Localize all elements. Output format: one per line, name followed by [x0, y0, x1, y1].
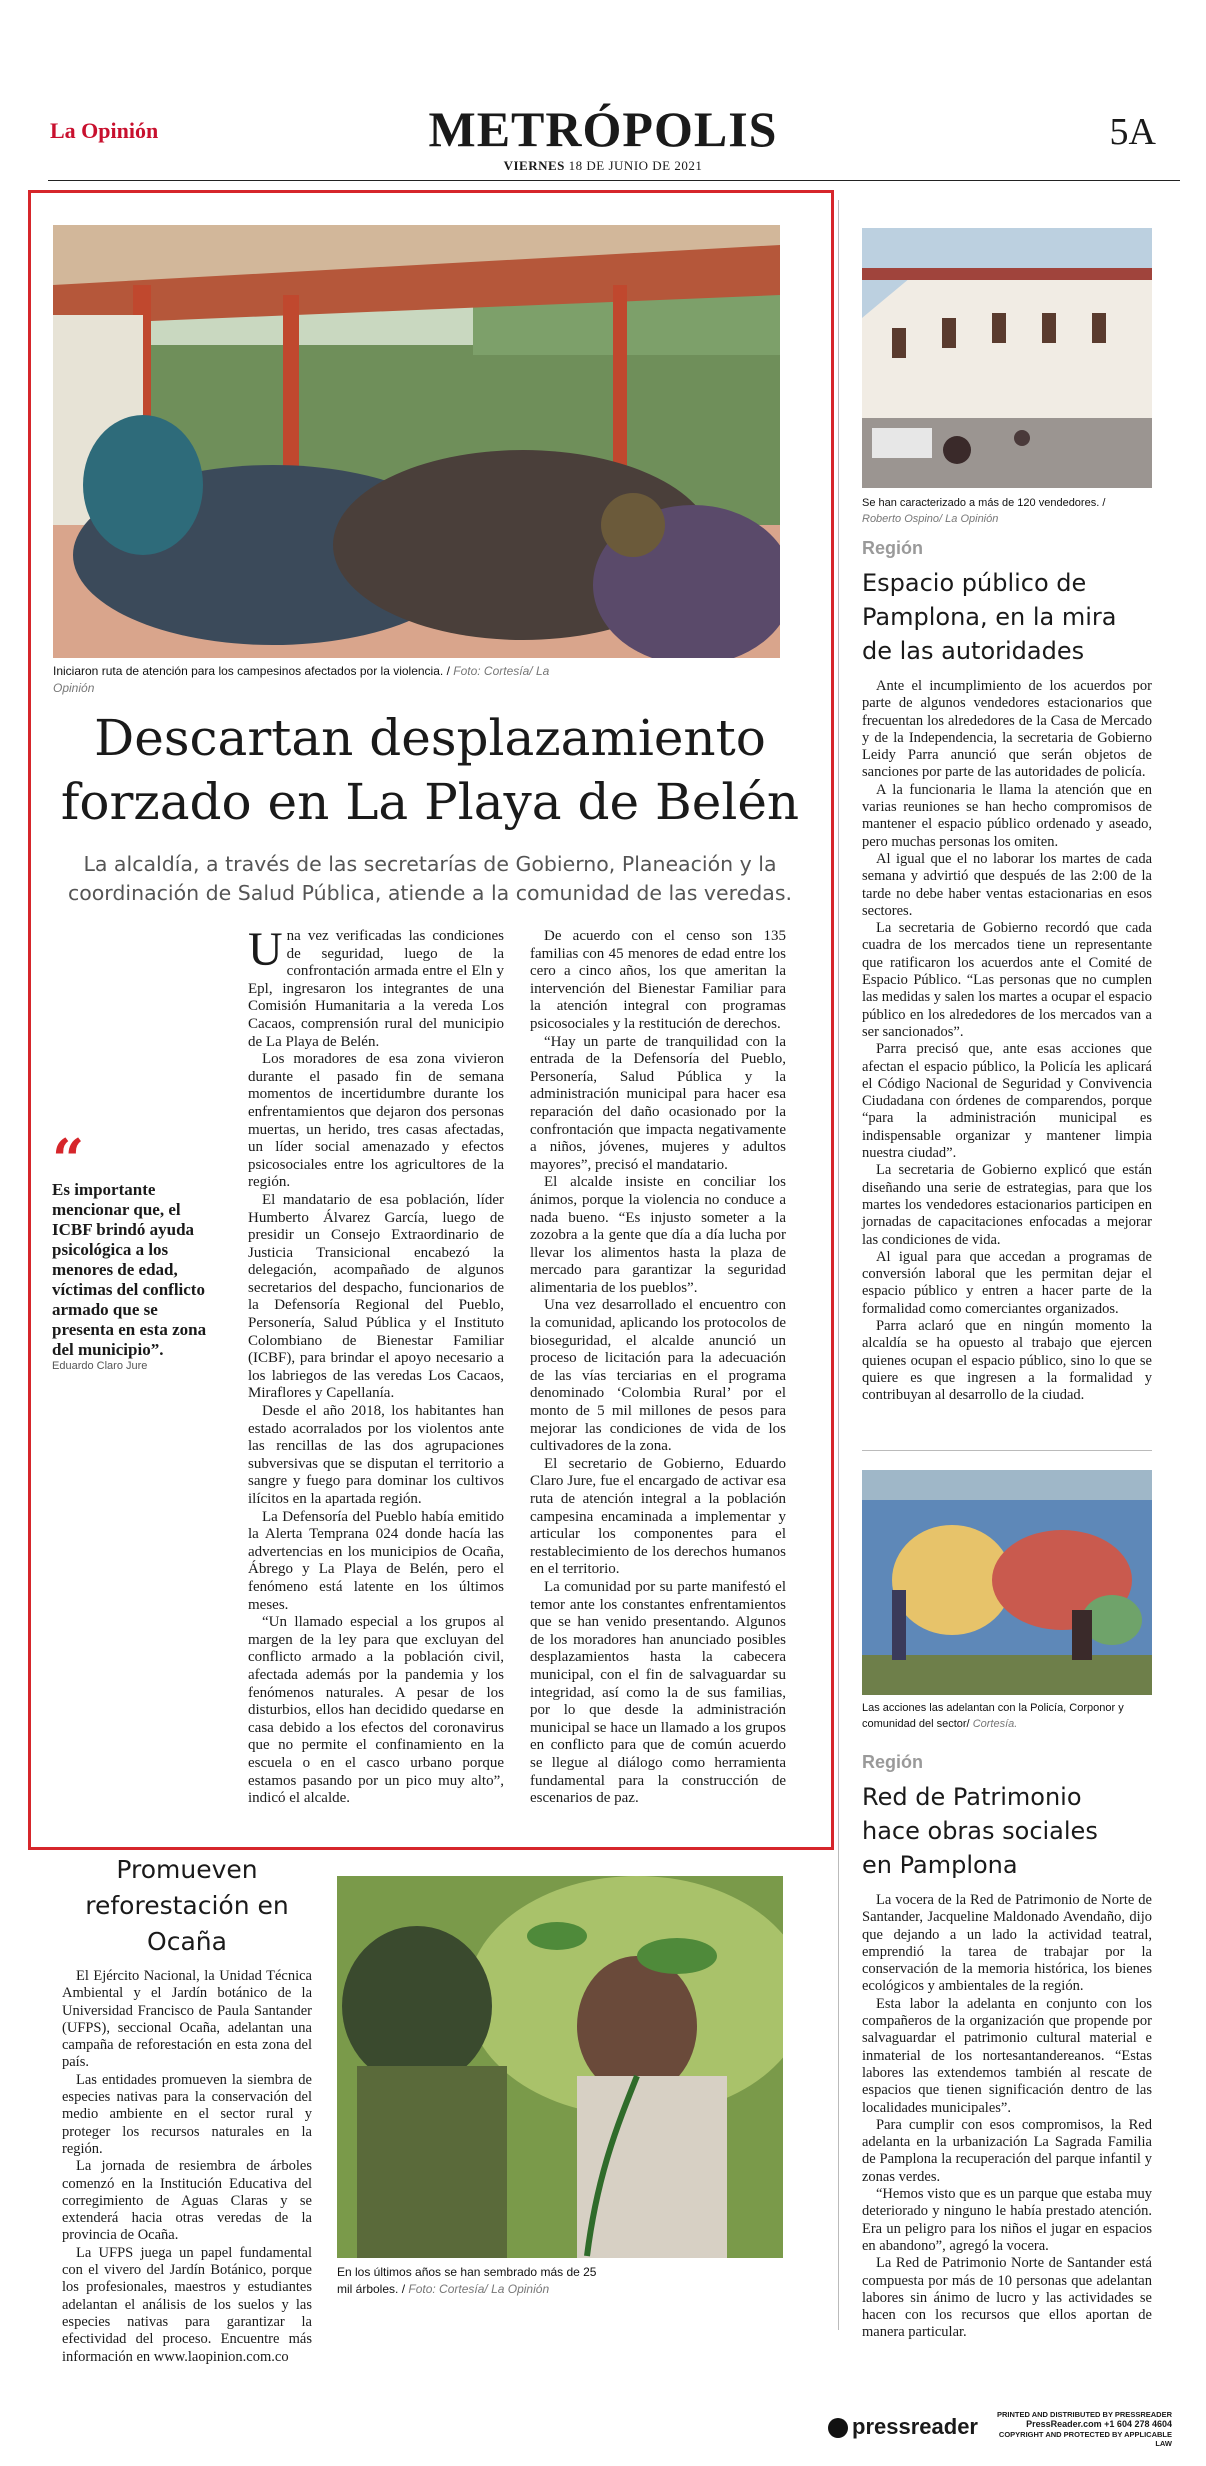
issue-date [0, 158, 1206, 174]
bottom-caption: En los últimos años se han sembrado más de 25 mil árboles. / Foto: Cortesía/ La Opinión [337, 2265, 597, 2296]
paragraph: Una vez verificadas las condiciones de seguridad, luego de la confrontación armada entre el Eln y Epl, ingresaron los integrantes de una Comisión Humanitaria a la vereda Los Cacaos, comprensión rural del municipio de La Playa de Belén. [248, 923, 504, 1050]
date-day: VIERNES [503, 158, 565, 173]
paragraph: De acuerdo con el censo son 135 familias con 45 menores de edad entre los cero a cinco años, los que ameritan la intervención del Bienestar Familiar para la atención integral con programas psicosociales y la restitución de derechos. [530, 928, 786, 1032]
side2-photo [862, 1470, 1152, 1695]
main-photo-caption [53, 663, 553, 697]
paragraph: La comunidad por su parte manifestó el temor ante los constantes enfrentamientos que se han venido presentando. Algunos de los moradores han anunciado posibles desplazamientos hasta la cabecera municipal, con el fin de salvaguardar su integridad, así como la de sus familias, por lo que desde la administración municipal se hace un llamado a los grupos en conflicto para que de común acuerdo se llegue al diálogo como herramienta fundamental para la construcción de escenarios de paz. [530, 1578, 786, 1807]
paragraph: Las entidades promueven la siembra de especies nativas para la conservación del medio ambiente en el sector rural y proteger los recursos naturales en la región. [62, 2071, 312, 2157]
meeting-photo-illustration [53, 225, 780, 658]
paragraph: El mandatario de esa población, líder Humberto Álvarez García, luego de presidir un Consejo Extraordinario de Justicia Transicional encabezó la delegación, acompañado de algunos secretarios del despacho, funcionarios de la Defensoría Regional del Pueblo, Personería, Salud Pública y el Instituto Colombiano de Bienestar Familiar (ICBF), para brindar el apoyo necesario a los labriegos de las veredas Los Cacaos, Miraflores y Capellanía. [248, 1191, 504, 1402]
side2-kicker: Región [862, 1752, 923, 1772]
paragraph: Los moradores de esa zona vivieron durante el pasado fin de semana momentos de incertidumbre durante los enfrentamientos que dejaron dos personas muertas, un herido, tres casas afectadas, un líder social amenazado y efectos psicosociales entre los agricultores de la región. [248, 1051, 504, 1191]
paragraph: Al igual que el no laborar los martes de cada semana y advirtió que después de las 2:00 de la tarde no debe haber ventas estacionarias en esos sectores. [862, 850, 1152, 919]
paragraph: El secretario de Gobierno, Eduardo Claro Jure, fue el encargado de activar esa ruta de atención integral a la población campesina encaminada a implementar y articular los componentes para el restablecimiento de los derechos humanos en el territorio. [530, 1455, 786, 1578]
side1-photo [862, 228, 1152, 488]
caption-text: Iniciaron ruta de atención para los campesinos afectados por la violencia. / [53, 664, 450, 678]
masthead-rule [48, 180, 1180, 181]
paragraph: El Ejército Nacional, la Unidad Técnica Ambiental y el Jardín botánico de la Universidad Francisco de Paula Santander (UFPS), seccional Ocaña, adelantan una campaña de reforestación en esta zona del país. [62, 1968, 312, 2071]
side2-body [862, 1892, 1152, 2342]
main-column-2 [530, 928, 786, 1808]
date-rest: 18 DE JUNIO DE 2021 [568, 158, 703, 173]
page-number: 5A [1109, 111, 1156, 153]
mural-photo-illustration [862, 1470, 1152, 1695]
pressreader-logo: pressreader [828, 2414, 978, 2440]
paragraph: La secretaria de Gobierno explicó que están diseñando una serie de estrategias, para que los martes los vendedores estacionarios participen en jornadas de capacitaciones enfocadas a mejorar las condiciones de vida. [862, 1162, 1152, 1248]
pressreader-notice: PRINTED AND DISTRIBUTED BY PRESSREADER PressReader.com +1 604 278 4604 COPYRIGHT AND PROTECTED BY APPLICABLE LAW [996, 2410, 1172, 2448]
side1-kicker: Región [862, 538, 923, 558]
paragraph: Al igual para que accedan a programas de conversión laboral que les permitan dejar el espacio público y entren a hacer parte de la formalidad como comerciantes organizados. [862, 1248, 1152, 1317]
photo-credit: Foto: Cortesía/ La Opinión [408, 2282, 550, 2296]
paragraph: La vocera de la Red de Patrimonio de Norte de Santander, Jacqueline Maldonado Avendaño, dijo que dejando a un lado la actividad teatral, emprendió la tarea de trabajar por la conservación de la memoria histórica, los bienes ecológicos y ambientales de la región. [862, 1892, 1152, 1995]
side-divider [862, 1450, 1152, 1451]
main-column-1 [248, 923, 504, 1808]
newspaper-logo: La Opinión [50, 118, 159, 143]
paragraph: La secretaria de Gobierno recordó que cada cuadra de los mercados tiene un representante que ratificaron los acuerdos ante el Comité de Espacio Público. “Las personas que no cumplen las medidas y salen los martes a ocupar el espacio público en los alrededores de los mercados van a ser sancionados”. [862, 920, 1152, 1040]
photo-credit: Roberto Ospino/ La Opinión [862, 513, 999, 525]
planting-photo-illustration [337, 1876, 783, 2258]
section-title: METRÓPOLIS [428, 101, 778, 157]
building-photo-illustration [862, 228, 1152, 488]
side1-caption: Se han caracterizado a más de 120 vendedores. / Roberto Ospino/ La Opinión [862, 497, 1106, 525]
bottom-body [62, 1968, 312, 2366]
paragraph: Ante el incumplimiento de los acuerdos por parte de algunos vendedores estacionarios que frecuentan los alrededores de la Casa de Mercado y de la Independencia, la secretaria de Gobierno Leidy Parra anunció que serán objetos de sanciones por parte de las autoridades de policía. [862, 678, 1152, 781]
bottom-headline: Promueven reforestación en Ocaña [85, 1855, 289, 1956]
main-photo [53, 225, 780, 658]
main-headline: Descartan desplazamiento forzado en La Playa de Belén [60, 709, 800, 831]
paragraph: La jornada de resiembra de árboles comenzó en la Institución Educativa del corregimiento de Aguas Claras y se extenderá hacia otras veredas de la provincia de Ocaña. [62, 2158, 312, 2244]
paragraph: Parra aclaró que en ningún momento la alcaldía se ha opuesto al trabajo que ejercen quienes ocupan el espacio público, sino lo que se quiere es que ingresen a la formalidad y contribuyan al desarrollo de la ciudad. [862, 1317, 1152, 1404]
paragraph: La Defensoría del Pueblo había emitido la Alerta Temprana 024 donde hacía las advertencias en los municipios de Ocaña, Ábrego y La Playa de Belén, pero el fenómeno está latente en los últimos meses. [248, 1508, 504, 1613]
main-deck: La alcaldía, a través de las secretarías de Gobierno, Planeación y la coordinación de Salud Pública, atiende a la comunidad de las veredas. [67, 852, 793, 905]
bottom-photo [337, 1876, 783, 2258]
drop-cap: U [248, 923, 283, 976]
paragraph: Desde el año 2018, los habitantes han estado acorralados por los violentos ante las rencillas de las dos agrupaciones subversivas que se disputan el territorio a sangre y fuego para dominar los cultivos ilícitos en la apartada región. [248, 1403, 504, 1507]
side1-body [862, 678, 1152, 1404]
paragraph: Parra precisó que, ante esas acciones que afectan el espacio público, la Policía les aplicará el Código Nacional de Seguridad y Convivencia Ciudadana con órdenes de comparendos, porque “para la administración municipal es indispensable organizar y mantener limpia nuestra ciudad”. [862, 1041, 1152, 1162]
quote-mark-icon: “ [52, 1127, 85, 1193]
pull-quote [52, 1127, 207, 1372]
side2-caption: Las acciones las adelantan con la Policía, Corponor y comunidad del sector/ Cortesía. [862, 1702, 1124, 1730]
paragraph: “Hay un parte de tranquilidad con la entrada de la Defensoría del Pueblo, Personería, Salud Pública y la administración municipal para hacer esa reparación del daño ocasionado por la confrontación que impacta negativamente a niños, jóvenes, mujeres y adultos mayores”, precisó el mandatario. [530, 1033, 786, 1173]
column-divider [838, 200, 839, 2330]
paragraph: El alcalde insiste en conciliar los ánimos, porque la violencia no conduce a nada bueno. “Es injusto someter a la zozobra a la gente que día a día lucha por llevar los alimentos hasta la plaza de mercado para garantizar la seguridad alimentaria de los pueblos”. [530, 1174, 786, 1296]
paragraph: Para cumplir con esos compromisos, la Red adelanta en la urbanización La Sagrada Familia de Pamplona la recuperación del parque infantil y zonas verdes. [862, 2116, 1152, 2185]
paragraph: A la funcionaria le llama la atención que en varias reuniones se han hecho compromisos de mantener el espacio público ordenado y aseado, pero muchas personas los omiten. [862, 781, 1152, 850]
pressreader-icon [828, 2418, 848, 2438]
paragraph: Una vez desarrollado el encuentro con la comunidad, aplicando los protocolos de bioseguridad, el alcalde anunció un proceso de licitación para la adecuación de las vías terciarias en el programa denominado ‘Colombia Rural’ por el monto de 5 mil millones de pesos para mejorar las condiciones de vida de los cultivadores de la zona. [530, 1297, 786, 1455]
paragraph: La Red de Patrimonio Norte de Santander está compuesta por más de 10 personas que adelantan labores sin ánimo de lucro y las actividades se hacen con los recursos que ellos aportan de manera particular. [862, 2255, 1152, 2341]
photo-credit: Cortesía. [972, 1718, 1018, 1730]
side1-headline: Espacio público de Pamplona, en la mira de las autoridades [862, 569, 1117, 665]
paragraph: “Un llamado especial a los grupos al margen de la ley para que excluyan del conflicto armado a la población civil, afectada además por la pandemia y los fenómenos naturales. A pesar de los disturbios, ellos han decidido quedarse en casa debido a los efectos del coronavirus que no permite el confinamiento en la escuela o en el casco urbano porque estamos pasando por un pico muy alto”, indicó el alcalde. [248, 1614, 504, 1807]
paragraph: Esta labor la adelanta en conjunto con los compañeros de la organización que propende por salvaguardar el patrimonio cultural material e inmaterial de los nortesantandereanos. “Estas labores las extendemos también al rescate de espacios que tienen significación dentro de las localidades municipales”. [862, 1995, 1152, 2116]
quote-author: Eduardo Claro Jure [52, 1360, 148, 1372]
quote-text: Es importante mencionar que, el ICBF brindó ayuda psicológica a los menores de edad, víctimas del conflicto armado que se presenta en esta zona del municipio”. [52, 1180, 207, 1359]
paragraph: “Hemos visto que es un parque que estaba muy deteriorado y ninguno le había prestado atención. Era un peligro para los niños el jugar en espacios en abandono”, agregó la vocera. [862, 2186, 1152, 2254]
photo-credit: Foto: Cortesía/ La Opinión [53, 664, 550, 695]
side2-headline: Red de Patrimonio hace obras sociales en Pamplona [862, 1783, 1098, 1879]
paragraph: La UFPS juega un papel fundamental con el vivero del Jardín Botánico, porque los profesionales, maestros y estudiantes adelantan el análisis de los suelos y las especies nativas para garantizar la efectividad del proceso. Encuentre más información en www.laopinion.com.co [62, 2244, 312, 2365]
